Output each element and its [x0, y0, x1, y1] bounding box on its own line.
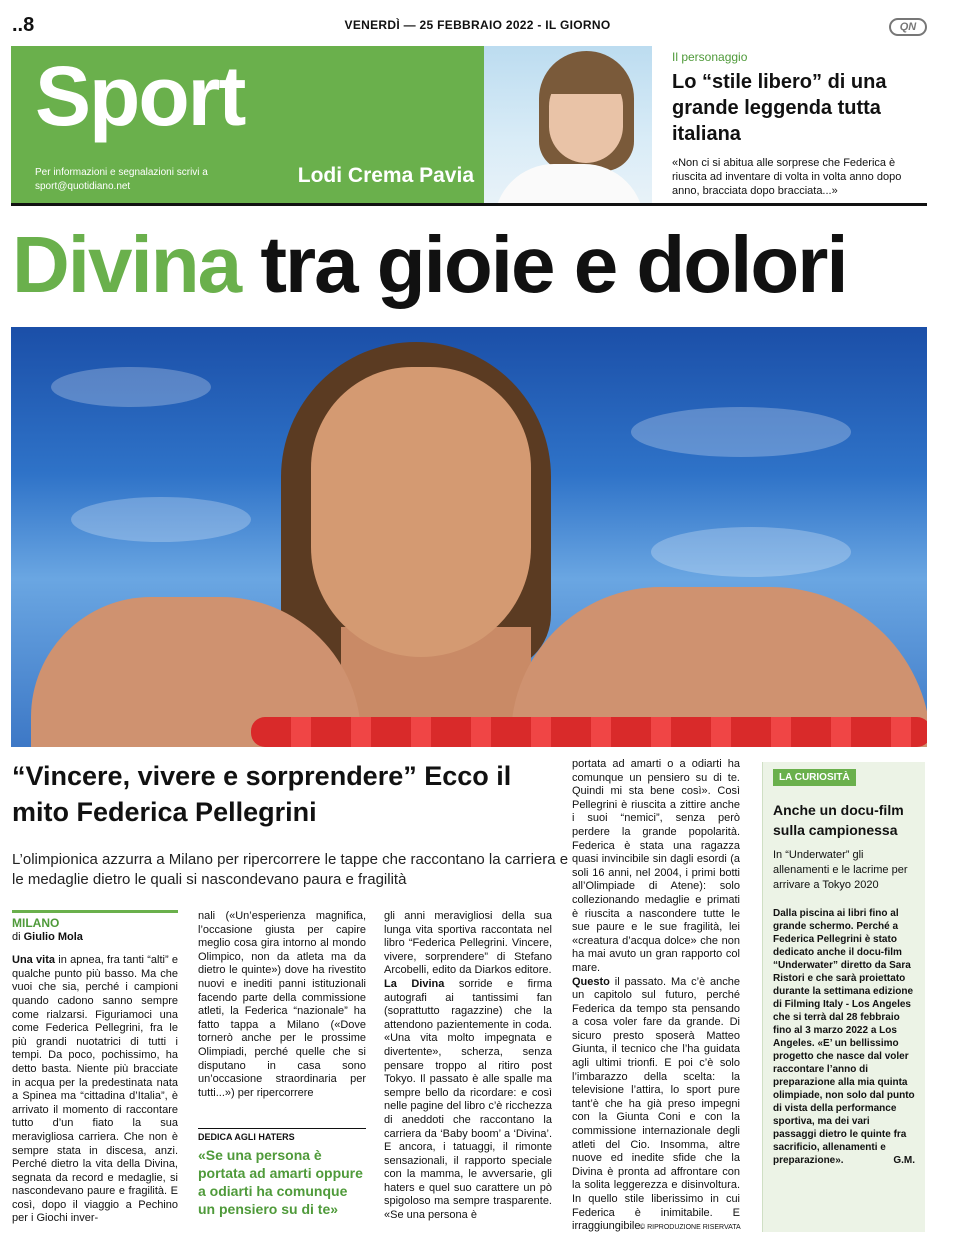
portrait-photo [484, 46, 652, 203]
lead-in: La Divina [384, 977, 445, 990]
curiosita-title: Anche un docu-film sulla campionessa [773, 802, 904, 838]
article-column-3: gli anni meravigliosi della sua lunga vita sportiva raccontata nel libro “Federica Pellegrini. Vincere, vivere, sorprendere” di Stefano Arcobelli, edito da Diarkos editore. La Divina sorride e firma autografi ai tantissimi fan (soprattutto ragazzine) che la attendono pazientemente in coda. «Una vita molto impegnata e divertente», scherza, senza pensare troppo al ritiro post Tokyo. Il passato è alle spalle ma sempre bello da ricordare: e così nelle pagine del libro c’è ricchezza di aneddoti che raccontano la carriera da ‘Baby boom’ a ‘Divina’. E ancora, i tatuaggi, il rimonte sensazionali, il rapporto speciale con la mamma, le avversarie, gli haters e quel suo carattere un pò spigoloso ma sempre trasparente. «Se una persona è [384, 910, 553, 1222]
article-title: “Vincere, vivere e sorprendere” Ecco il mito Federica Pellegrini [12, 761, 512, 827]
article-column-1: MILANO di Giulio Mola Una vita in apnea, fra tanti “alti” e qualche punto più basso. Ma che vuoi che sia, perché i campioni quando cadono sanno sempre come rialzarsi. Figuriamoci una come Federica Pellegrini, fra le più grandi nuotatrici di tutti i tempi. Da poco, pochissimo, ha detto basta. Niente più bracciate in acqua per la predestinata nata a Spinea ma “cittadina d’Italia”, è arrivato il momento di raccontare tutto d’un fiato la sua meravigliosa carriera. Che non è sempre stata in discesa, anzi. Perché dietro la vita della Divina, segnata da record e medaglie, si nascondevano paure e fragilità. E così, dopo il viaggio a Pechino per i Giochi inver- [12, 910, 178, 1226]
quote-text: «Se una persona è portata ad amarti oppure a odiarti ha comunque un pensiero su di te» [198, 1147, 363, 1217]
headline-green: Divina [12, 220, 241, 309]
lead-in: Una vita [12, 954, 56, 967]
dateline-city: MILANO [12, 916, 60, 930]
teaser-text: «Non ci si abitua alle sorprese che Federica è riuscita ad inventare di volta in volta anno dopo anno, bracciata dopo bracciata...» [672, 157, 902, 197]
signature: G.M. [893, 1155, 915, 1166]
sport-banner [11, 46, 484, 203]
curiosita-body: Dalla piscina ai libri fino al grande schermo. Perché a Federica Pellegrini è stato dedicato anche il docu-film “Underwater” diretto da Sara Ristori e che sarà proiettato durante la settimana edizione di Filming Italy - Los Angeles che si terrà dal 28 febbraio fino al 3 marzo 2022 a Los Angeles. «E’ un bellissimo progetto che nasce dal voler raccontare l’anno di preparazione alla mia quinta olimpiade, non solo dal punto di vista della performance sportiva, ma dei vari passaggi dietro le quinte fra sacrificio, allenamenti e preparazione». G.M. [773, 908, 915, 1166]
personaggio-teaser [672, 50, 927, 198]
teaser-kicker: Il personaggio [672, 50, 748, 64]
teaser-title: Lo “stile libero” di una grande leggenda tutta italiana [672, 71, 887, 145]
copyright: © RIPRODUZIONE RISERVATA [640, 1224, 741, 1231]
main-headline [12, 210, 928, 320]
newspaper-logo: QN [889, 18, 927, 36]
page-number: ..8 [12, 14, 35, 36]
headline-black: tra gioie e dolori [260, 220, 847, 309]
section-header [11, 46, 927, 206]
article-column-4: portata ad amarti o a odiarti ha comunque un pensiero su di te. Quindi mi sta bene così». Così Pellegrini è riuscita a zittire anche i suoi “nemici”, senza però perdere la grande popolarità. Federica è stata una ragazza quasi invincibile sin dagli esordi (a soli 16 anni, nel 2004, i primi botti all’Olimpiade di Atene): solo collezionando medaglie e primati è riuscita a nascondere tutte le sue paure e le sue fragilità, lei «creatura d’acqua dolce» che non ha mai avuto un gran rapporto col mare. Questo il passato. Ma c’è anche un capitolo sul futuro, perché Federica da tempo sta pensando a cosa voler fare da grande. Di sicuro presto sposerà Matteo Giunta, il tecnico che l’ha guidata agli ultimi trionfi. E poi c’è solo l’imbarazzo della scelta: la televisione l’attira, lo sport pure tant’è che ha già preso impegni con la Giunta Coni e con la commissione internazionale degli atleti del Cio. Insomma, altre nuove ed inedite sfide che la Divina è pronta ad affrontare con la solita leggerezza e disinvoltura. In quello stile liberissimo in cui Federica è inimitabile. E irraggiungibile. [572, 758, 740, 1233]
swimmer-photo [11, 327, 927, 747]
article-column-2: nali («Un’esperienza magnifica, l’occasione giusta per capire meglio cosa gira intorno al mondo Olimpico, non da atleta ma da dietro le quinte») dove ha rivestito nuovi e inediti panni istituzionali facendo parte della commissione atleti, la Federica “nazionale” ha fatto tappa a Milano («Dove tornerò anche per le prossime Olimpiadi, perché quelle che si disputano in casa sono un’occasione straordinaria per tutti...») per ripercorrere [198, 910, 366, 1099]
lead-in: Questo [572, 975, 610, 988]
region-label: Lodi Crema Pavia [297, 164, 474, 187]
curiosita-box [762, 762, 925, 1232]
curiosita-kicker: LA CURIOSITÀ [773, 769, 856, 786]
curiosita-intro: In “Underwater” gli allenamenti e le lacrime per arrivare a Tokyo 2020 [773, 849, 908, 891]
byline: di Giulio Mola [12, 930, 83, 943]
pull-quote [198, 1128, 366, 1218]
contact-info: Per informazioni e segnalazioni scrivi a sport@quotidiano.net [35, 167, 208, 192]
article-subtitle: L’olimpionica azzurra a Milano per ripercorrere le tappe che raccontano la carriera e le medaglie dietro le quali si nascondevano paura e fragilità [12, 851, 569, 888]
section-title: Sport [35, 49, 245, 143]
quote-label: DEDICA AGLI HATERS [198, 1128, 366, 1142]
dateline: VENERDÌ — 25 FEBBRAIO 2022 - IL GIORNO [344, 18, 611, 32]
